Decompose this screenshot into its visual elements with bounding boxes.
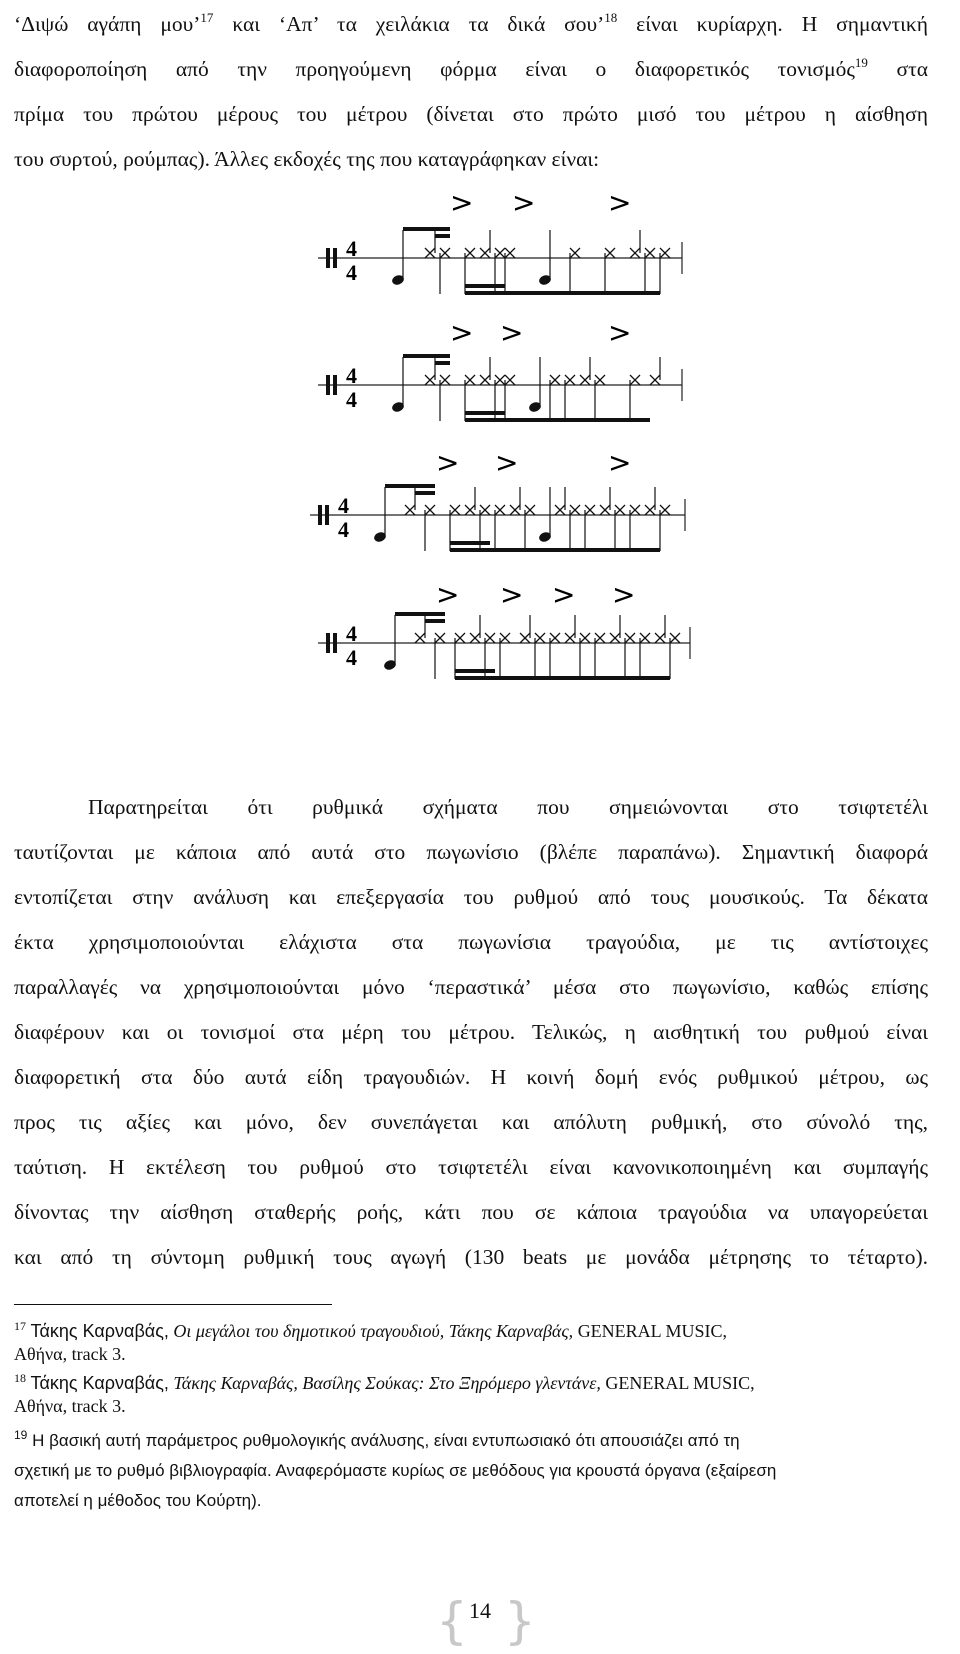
page-number: 14	[469, 1598, 491, 1623]
beam	[465, 418, 650, 422]
accent-mark: >	[495, 446, 519, 479]
text-line: Παρατηρείται ότι ρυθμικά σχήματα που σημειώνονται στο τσιφτετέλι	[88, 795, 928, 819]
accent-mark: >	[450, 316, 474, 349]
rhythm-notation	[0, 0, 960, 760]
text-line: διαφοροποίηση από την προηγούμενη φόρμα είναι ο διαφορετικός τονισμός$^{19}$ στα	[14, 55, 928, 81]
body-paragraph	[14, 785, 928, 1280]
accent-mark: >	[436, 446, 460, 479]
footnote-ref-18[interactable]: 18	[604, 10, 618, 25]
beam	[435, 361, 450, 365]
accent-mark: >	[500, 316, 524, 349]
accent-mark: >	[608, 186, 632, 219]
time-signature-bottom: 4	[338, 517, 349, 542]
beam	[450, 548, 660, 552]
percussion-clef	[326, 633, 330, 653]
text-line: διαφέρουν και οι τονισμοί στα μέρη του μέτρου. Τελικώς, η αισθητική του ρυθμού είναι	[14, 1020, 928, 1044]
beam	[403, 354, 450, 358]
beam	[395, 612, 445, 616]
beam	[425, 619, 445, 623]
beam	[385, 484, 435, 488]
accent-mark: >	[450, 186, 474, 219]
beam	[435, 234, 450, 238]
accent-mark: >	[608, 446, 632, 479]
text-line: δίνοντας την αίσθηση σταθερής ροής, κάτι που σε κάποια τραγούδια να υπαγορεύεται	[14, 1200, 928, 1224]
text-line: πρίμα του πρώτου μέρους του μέτρου (δίνεται στο πρώτο μισό του μέτρου η αίσθηση	[14, 102, 928, 126]
time-signature-bottom: 4	[346, 645, 357, 670]
beam	[455, 669, 495, 673]
footnote-ref-19[interactable]: 19	[854, 55, 868, 70]
text-line: διαφορετική στα δύο αυτά είδη τραγουδιών. Η κοινή δομή ενός ρυθμικού μέτρου, ως	[14, 1065, 928, 1089]
beam	[465, 291, 660, 295]
beam	[455, 676, 670, 680]
page-bracket-left: {	[436, 1592, 468, 1650]
text-line: εντοπίζεται στην ανάλυση και επεξεργασία του ρυθμού από τους μουσικούς. Τα δέκατα	[14, 885, 928, 909]
time-signature-top: 4	[346, 363, 357, 388]
beam	[465, 411, 505, 415]
accent-mark: >	[512, 186, 536, 219]
accent-mark: >	[500, 578, 524, 611]
percussion-clef	[325, 505, 329, 525]
footnote-18: $^{18}$ Τάκης Καρναβάς, Τάκης Καρναβάς, Βασίλης Σούκας: Στο Ξηρόμερο γλεντάνε, GENERAL MUSIC, Αθήνα, track 3.	[14, 1371, 755, 1416]
percussion-clef	[326, 248, 330, 268]
text-line: παραλλαγές να χρησιμοποιούνται μόνο ‘περαστικά’ μέσα στο πωγωνίσιο, καθώς επίσης	[14, 975, 928, 999]
footnote-ref-17[interactable]: 17	[200, 10, 214, 25]
time-signature-top: 4	[338, 493, 349, 518]
footnote-17: $^{17}$ Τάκης Καρναβάς, Οι μεγάλοι του δημοτικού τραγουδιού, Τάκης Καρναβάς, GENERAL MUSIC, Αθήνα, track 3.	[14, 1319, 728, 1364]
beam	[403, 227, 450, 231]
percussion-clef	[333, 375, 337, 395]
percussion-clef	[318, 505, 322, 525]
beam	[450, 541, 490, 545]
time-signature-bottom: 4	[346, 260, 357, 285]
accent-mark: >	[436, 578, 460, 611]
beam	[465, 284, 505, 288]
beam	[415, 491, 435, 495]
text-line: έκτα χρησιμοποιούνται ελάχιστα στα πωγωνίσια τραγούδια, με τις αντίστοιχες	[14, 930, 928, 954]
text-line: ταυτίζονται με κάποια από αυτά στο πωγωνίσιο (βλέπε παραπάνω). Σημαντική διαφορά	[14, 840, 928, 864]
time-signature-bottom: 4	[346, 387, 357, 412]
footnote-separator	[14, 1304, 332, 1305]
time-signature-top: 4	[346, 236, 357, 261]
text-line: του συρτού, ρούμπας). Άλλες εκδοχές της που καταγράφηκαν είναι:	[14, 147, 600, 171]
accent-mark: >	[608, 316, 632, 349]
percussion-clef	[333, 248, 337, 268]
page-bracket-right: }	[504, 1592, 536, 1650]
text-line: και από τη σύντομη ρυθμική τους αγωγή (130 beats με μονάδα μέτρησης το τέταρτο).	[14, 1245, 928, 1269]
percussion-clef	[333, 633, 337, 653]
time-signature-top: 4	[346, 621, 357, 646]
percussion-clef	[326, 375, 330, 395]
footnote-19: $^{19}$ Η βασική αυτή παράμετρος ρυθμολογικής ανάλυσης, είναι εντυπωσιακό ότι απουσιάζει από τη σχετική με το ρυθμό βιβλιογραφία. Αναφερόμαστε κυρίως σε μεθόδους για κρουστά όργανα (εξαίρεση αποτελεί η μέθοδος του Κούρτη).	[14, 1428, 777, 1510]
text-line: ‘Διψώ αγάπη μου’$^{17}$ και ‘Απ’ τα χειλάκια τα δικά σου’$^{18}$ είναι κυρίαρχη. Η σημαντική	[14, 10, 928, 36]
text-line: ταύτιση. Η εκτέλεση του ρυθμού στο τσιφτετέλι είναι κανονικοποιημένη και συμπαγής	[14, 1155, 928, 1179]
text-line: προς τις αξίες και μόνο, δεν συνεπάγεται και απόλυτη ρυθμική, στο σύνολό της,	[14, 1110, 928, 1134]
accent-mark: >	[612, 578, 636, 611]
accent-mark: >	[552, 578, 576, 611]
